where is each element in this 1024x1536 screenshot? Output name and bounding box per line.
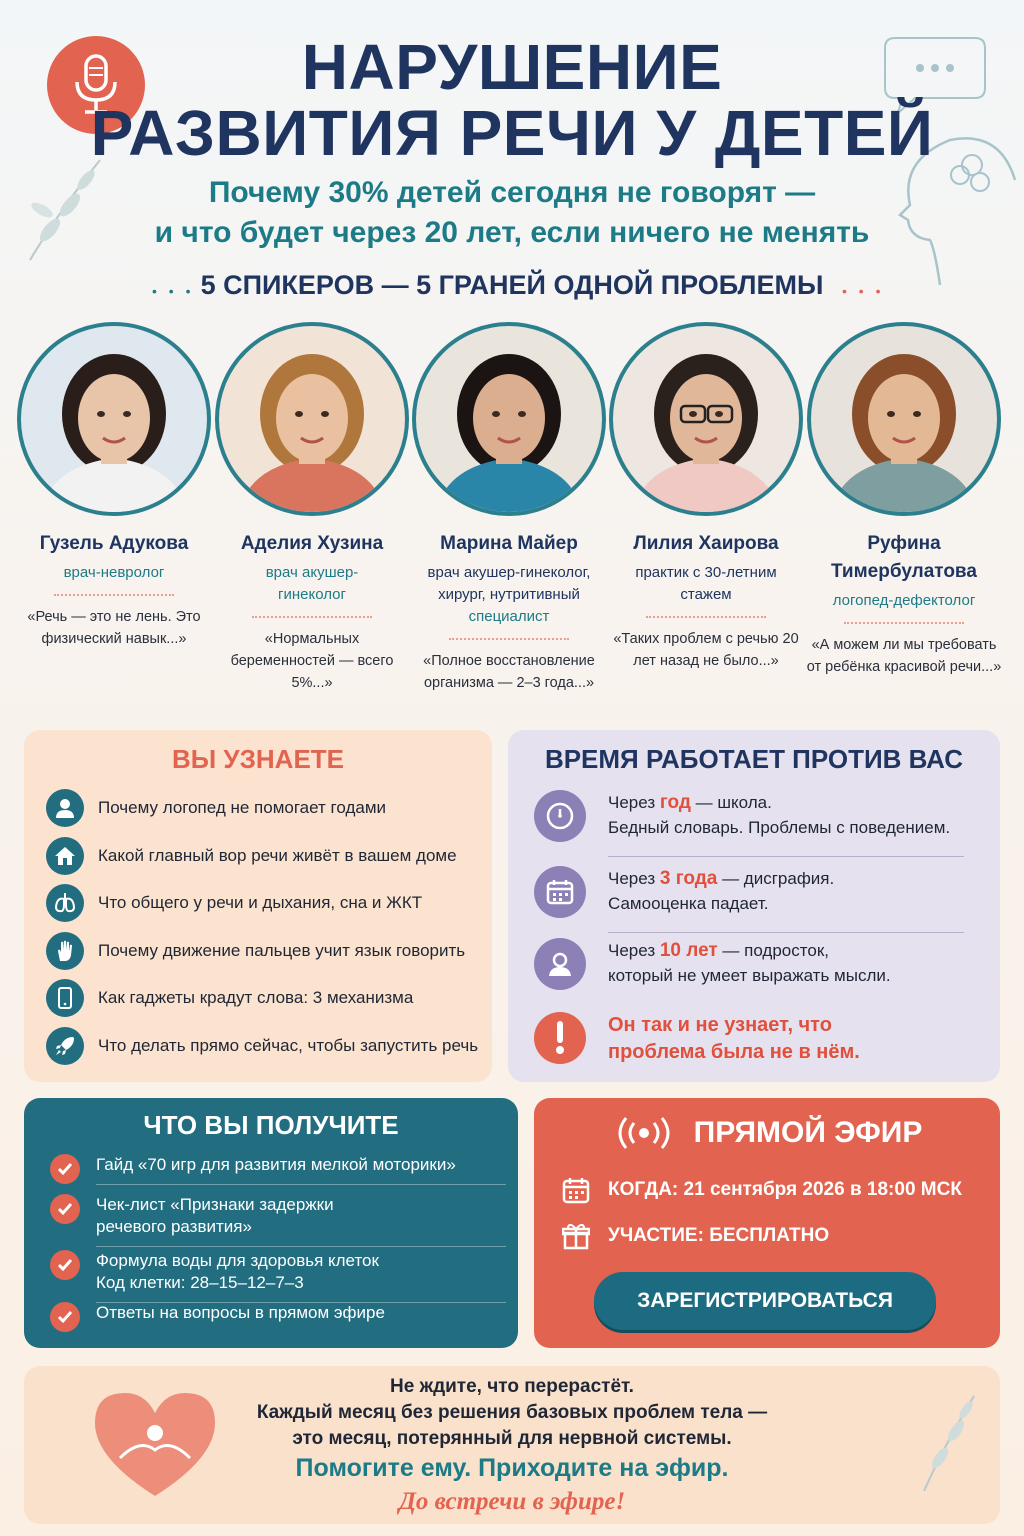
get-title: ЧТО ВЫ ПОЛУЧИТЕ [143,1110,399,1140]
speaker-card [16,322,212,650]
warning-line1: Он так и не узнает, что [608,1014,832,1036]
time-item [534,790,974,842]
dots-right-decoration: • • • [842,283,885,299]
speaker-card [806,322,1002,678]
time-item-suffix: — школа. [690,793,772,812]
speaker-photo [17,322,211,516]
check-icon [50,1154,80,1184]
check-icon [50,1302,80,1332]
live-price: УЧАСТИЕ: БЕСПЛАТНО [608,1225,830,1246]
calendar-icon [534,866,586,918]
learn-item-text: Почему логопед не помогает годами [98,798,387,817]
person-icon [46,789,84,827]
bottom-cta: Помогите ему. Приходите на эфир. [295,1454,729,1482]
exclamation-icon [534,1012,586,1064]
divider [54,594,174,596]
time-item-highlight: 3 года [659,868,718,889]
bottom-banner [24,1366,1000,1524]
house-icon [46,837,84,875]
speaker-card [608,322,804,672]
get-item-text: Гайд «70 игр для развития мелкой моторики» [96,1155,456,1174]
page-title-line2: РАЗВИТИЯ РЕЧИ У ДЕТЕЙ [90,97,934,169]
learn-item-text: Какой главный вор речи живёт в вашем доме [98,845,457,865]
time-item [534,866,974,918]
divider [96,1246,506,1247]
speaker-role: стажем [680,586,732,603]
speaker-photo [609,322,803,516]
speaker-quote: «Таких проблем с речью 20 лет назад не было...» [613,631,799,669]
hand-icon [46,932,84,970]
speaker-name: Руфина Тимербулатова [831,533,977,582]
speaker-role: логопед-дефектолог [832,592,976,609]
speaker-photo [807,322,1001,516]
speaker-card [214,322,410,694]
learn-item-text: Почему движение пальцев учит язык говорить [98,940,466,960]
speaker-name: Гузель Адукова [39,533,189,554]
learn-item [46,788,386,828]
live-title: ПРЯМОЙ ЭФИР [693,1116,923,1149]
speaker-card [411,322,607,694]
teen-icon [534,938,586,990]
clock-icon [534,790,586,842]
speaker-photo [412,322,606,516]
learn-item [46,978,413,1018]
time-title: ВРЕМЯ РАБОТАЕТ ПРОТИВ ВАС [544,744,964,774]
register-button[interactable]: ЗАРЕГИСТРИРОВАТЬСЯ [594,1272,936,1330]
broadcast-icon [612,1116,676,1150]
divider [646,616,766,618]
check-icon [50,1194,80,1224]
get-item-text: речевого развития» [96,1217,252,1236]
learn-title: ВЫ УЗНАЕТЕ [171,744,345,774]
get-item [50,1194,334,1238]
calendar-icon [562,1176,590,1204]
lungs-icon [46,884,84,922]
time-item [534,938,974,990]
subtitle-line1: Почему 30% детей сегодня не говорят — [208,176,816,209]
speaker-quote: «А можем ли мы требовать от ребёнка красивой речи...» [806,637,1002,675]
time-item-detail: Бедный словарь. Проблемы с поведением. [608,818,951,837]
get-item-text: Ответы на вопросы в прямом эфире [96,1303,385,1322]
divider [449,638,569,640]
speaker-name: Аделия Хузина [240,533,384,554]
divider [252,616,372,618]
speaker-role: врач акушер-гинеколог, [427,564,591,581]
time-item-prefix: Через [608,793,660,812]
get-item [50,1250,379,1294]
time-item-detail: который не умеет выражать мысли. [608,966,891,985]
speaker-quote: «Полное восстановление организма — 2–3 года...» [423,653,595,691]
learn-item [46,931,465,971]
speaker-quote: «Нормальных беременностей — всего 5%...» [230,631,394,691]
time-item-prefix: Через [608,869,660,888]
time-card [508,730,1000,1082]
time-item-highlight: 10 лет [659,940,718,961]
warning-line2: проблема была не в нём. [608,1041,860,1063]
time-item-highlight: год [659,792,691,813]
divider [844,622,964,624]
bottom-signoff: До встречи в эфире! [398,1488,626,1515]
warning-row [534,1012,974,1066]
speaker-name: Марина Майер [440,533,578,554]
time-item-suffix: — подросток, [717,941,829,960]
page-title-line1: НАРУШЕНИЕ [301,31,723,103]
divider [608,932,964,933]
get-item [50,1302,385,1332]
gift-icon [562,1222,590,1250]
subtitle-line2: и что будет через 20 лет, если ничего не менять [154,216,870,249]
learn-item [46,1026,478,1066]
learn-card [24,730,492,1082]
bottom-line2: Каждый месяц без решения базовых проблем тела — [256,1402,768,1423]
learn-item-text: Что общего у речи и дыхания, сна и ЖКТ [98,893,423,912]
check-icon [50,1250,80,1280]
time-item-prefix: Через [608,941,660,960]
divider [96,1184,506,1185]
bottom-line1: Не ждите, что перерастёт. [390,1376,634,1397]
live-price-row [562,1222,829,1250]
speaker-role: врач акушер- [265,564,359,581]
speaker-role: врач-невролог [63,564,165,581]
get-card [24,1098,518,1348]
bottom-line3: это месяц, потерянный для нервной системы. [292,1428,732,1449]
speakers-heading: 5 СПИКЕРОВ — 5 ГРАНЕЙ ОДНОЙ ПРОБЛЕМЫ [200,270,824,300]
rocket-icon [46,1027,84,1065]
live-card [534,1098,1000,1348]
speaker-role: хирург, нутритивный [438,586,580,603]
learn-item-text: Как гаджеты крадут слова: 3 механизма [98,988,414,1007]
get-item-text: Формула воды для здоровья клеток [96,1251,379,1270]
speaker-quote: «Речь — это не лень. Это физический навык...» [27,609,201,647]
learn-item-text: Что делать прямо сейчас, чтобы запустить речь [98,1035,479,1055]
get-item [50,1154,456,1184]
dots-left-decoration: • • • [152,283,195,299]
time-item-detail: Самооценка падает. [608,894,769,913]
speaker-name: Лилия Хаирова [633,533,779,554]
live-title-row [534,1116,1000,1150]
speaker-role: гинеколог [278,586,346,603]
divider [608,856,964,857]
live-when: КОГДА: 21 сентября 2026 в 18:00 МСК [608,1179,962,1200]
phone-icon [46,979,84,1017]
speaker-photo [215,322,409,516]
learn-item [46,883,422,923]
time-item-suffix: — дисграфия. [717,869,835,888]
get-item-text: Чек-лист «Признаки задержки [96,1195,334,1214]
speaker-role: специалист [468,608,550,625]
live-when-row [562,1176,962,1204]
get-item-text: Код клетки: 28–15–12–7–3 [96,1273,304,1292]
learn-item [46,836,457,876]
speaker-role: практик с 30-летним [635,564,777,581]
